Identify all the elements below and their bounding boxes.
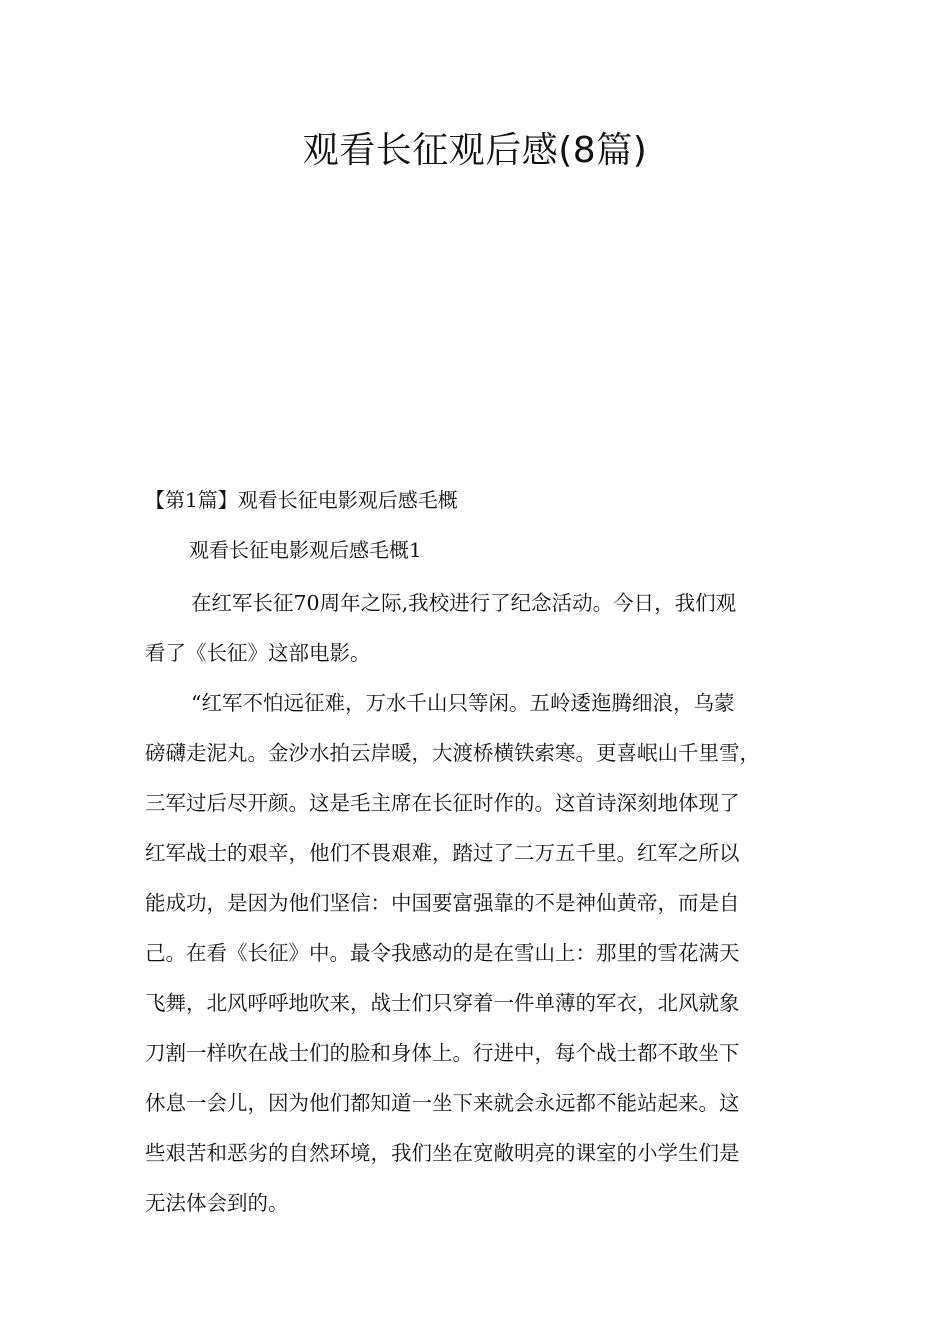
paragraph-line: 刀割一样吹在战士们的脸和身体上。行进中，每个战士都不敢坐下 [145, 1041, 740, 1065]
document-body [145, 478, 821, 1228]
paragraph-line: 能成功，是因为他们坚信：中国要富强靠的不是神仙黄帝，而是自 [145, 891, 740, 915]
paragraph-line: 飞舞，北风呼呼地吹来，战士们只穿着一件单薄的军衣，北风就象 [145, 991, 740, 1015]
paragraph-line: 在红军长征70周年之际,我校进行了纪念活动。今日，我们观 [191, 591, 737, 615]
section-heading: 【第1篇】观看长征电影观后感毛概 [145, 488, 458, 512]
document-title: 观看长征观后感(8篇) [302, 130, 648, 171]
paragraph-line: 休息一会儿，因为他们都知道一坐下来就会永远都不能站起来。这 [145, 1091, 740, 1115]
paragraph-line: 些艰苦和恶劣的自然环境，我们坐在宽敞明亮的课室的小学生们是 [145, 1141, 740, 1165]
paragraph-1 [145, 578, 821, 678]
paragraph-2 [145, 678, 821, 1228]
paragraph-line: 三军过后尽开颜。这是毛主席在长征时作的。这首诗深刻地体现了 [145, 791, 740, 815]
paragraph-line: 红军战士的艰辛，他们不畏艰难，踏过了二万五千里。红军之所以 [145, 841, 740, 865]
paragraph-line: 磅礴走泥丸。金沙水拍云岸暖，大渡桥横铁索寒。更喜岷山千里雪， [145, 741, 760, 765]
paragraph-line: “红军不怕远征难，万水千山只等闲。五岭逶迤腾细浪，乌蒙 [191, 691, 735, 715]
sub-heading: 观看长征电影观后感毛概1 [189, 538, 422, 562]
paragraph-line: 己。在看《长征》中。最令我感动的是在雪山上：那里的雪花满天 [145, 941, 740, 965]
paragraph-line: 无法体会到的。 [145, 1191, 289, 1215]
paragraph-line: 看了《长征》这部电影。 [145, 641, 371, 665]
